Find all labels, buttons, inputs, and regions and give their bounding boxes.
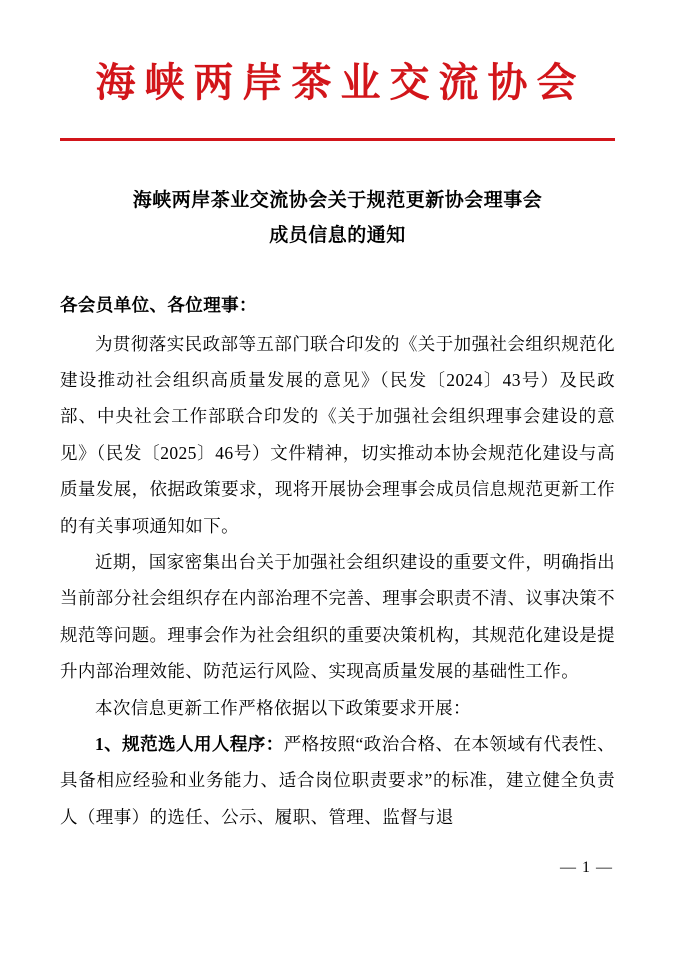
- list-item-1-label: 1、规范选人用人程序：: [95, 733, 284, 754]
- page-title-line-1: 海峡两岸茶业交流协会关于规范更新协会理事会: [132, 190, 543, 211]
- list-item-1: [60, 726, 615, 835]
- paragraph-1: 为贯彻落实民政部等五部门联合印发的《关于加强社会组织规范化建设推动社会组织高质量发展的意见》（民发〔2024〕43号）及民政部、中央社会工作部联合印发的《关于加强社会组织理事会建设的意见》（民发〔2025〕46号）文件精神，切实推动本协会规范化建设与高质量发展，依据政策要求，现将开展协会理事会成员信息规范更新工作的有关事项通知如下。: [60, 333, 615, 536]
- letterhead: [60, 0, 615, 141]
- page-number: — 1 —: [560, 859, 613, 876]
- salutation: 各会员单位、各位理事：: [60, 295, 257, 316]
- list-item-1-text: 严格按照“政治合格、在本领域有代表性、具备相应经验和业务能力、适合岗位职责要求”的标准，建立健全负责人（理事）的选任、公示、履职、管理、监督与退: [60, 733, 615, 827]
- paragraph-3: 本次信息更新工作严格依据以下政策要求开展：: [95, 697, 471, 718]
- page-title-line-2: 成员信息的通知: [269, 225, 406, 247]
- letterhead-organization-title: 海峡两岸茶业交流协会: [95, 60, 586, 105]
- document-body: [60, 287, 615, 835]
- letterhead-divider: [60, 138, 615, 141]
- page-title: [60, 183, 615, 253]
- paragraph-2: 近期，国家密集出台关于加强社会组织建设的重要文件，明确指出当前部分社会组织存在内部治理不完善、理事会职责不清、议事决策不规范等问题。理事会作为社会组织的重要决策机构，其规范化建设是提升内部治理效能、防范运行风险、实现高质量发展的基础性工作。: [60, 552, 615, 682]
